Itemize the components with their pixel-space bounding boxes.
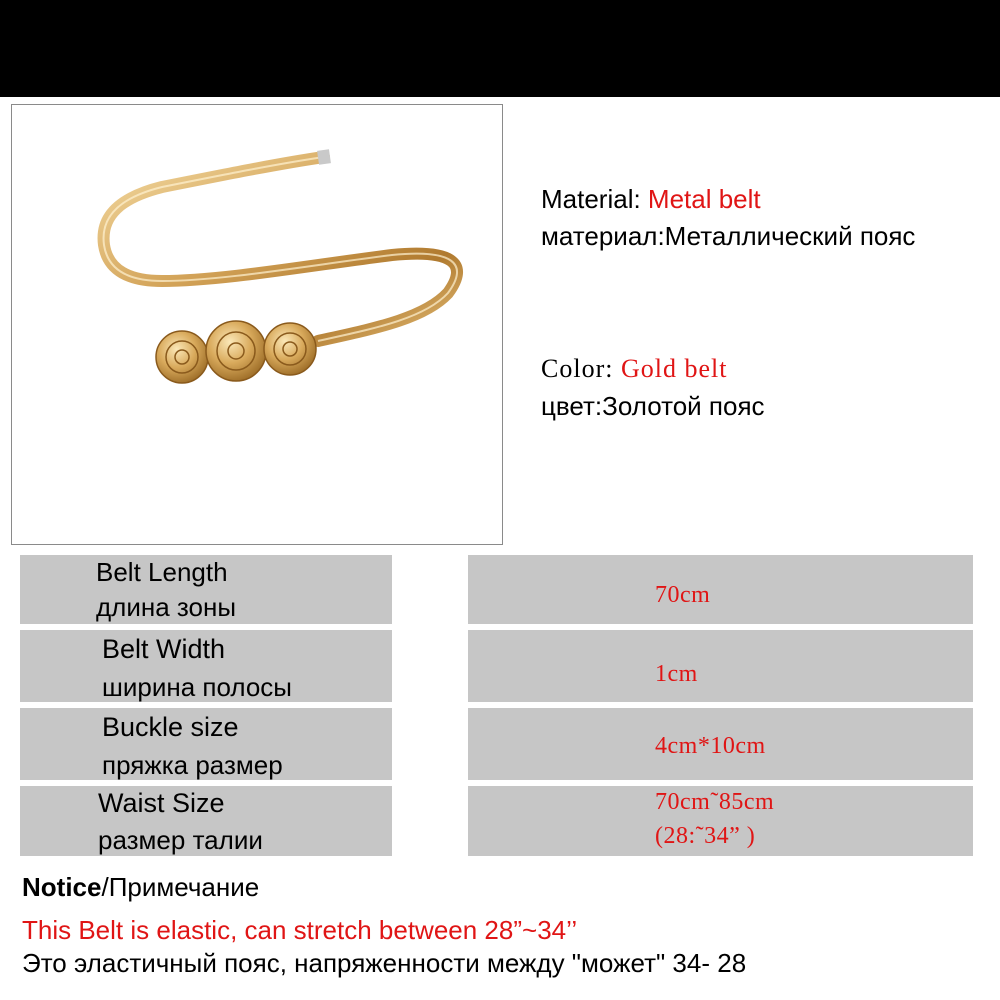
material-ru: материал:Металлический пояс bbox=[541, 221, 916, 251]
notice-line-ru: Это эластичный пояс, напряженности между "может" 34- 28 bbox=[22, 948, 747, 978]
belt-width-label: Belt Width bbox=[102, 634, 226, 664]
top-black-bar bbox=[0, 0, 1000, 97]
notice-heading bbox=[22, 872, 259, 903]
waist-size-value: 70cm˜85cm bbox=[655, 789, 775, 815]
waist-size-label-ru: размер талии bbox=[98, 825, 263, 855]
spec-value-cell-length bbox=[468, 555, 973, 624]
material-value: Metal belt bbox=[647, 184, 761, 214]
buckle-size-label: Buckle size bbox=[102, 712, 239, 742]
notice-title-ru: /Примечание bbox=[101, 872, 260, 902]
spec-value-cell-width bbox=[468, 630, 973, 702]
material-label: Material: bbox=[541, 184, 648, 214]
belt-length-value: 70cm bbox=[655, 582, 711, 608]
notice-title: Notice bbox=[22, 872, 102, 902]
belt-width-label-ru: ширина полосы bbox=[102, 672, 292, 702]
belt-width-value: 1cm bbox=[655, 661, 698, 687]
material-line bbox=[541, 184, 761, 215]
gold-rose-belt-image bbox=[12, 105, 503, 545]
color-line bbox=[541, 354, 727, 384]
waist-size-label: Waist Size bbox=[98, 788, 225, 818]
belt-length-label-ru: длина зоны bbox=[96, 592, 237, 622]
color-ru: цвет:Золотой пояс bbox=[541, 391, 765, 421]
buckle-size-label-ru: пряжка размер bbox=[102, 750, 283, 780]
color-label: Color: bbox=[541, 354, 621, 383]
product-photo bbox=[11, 104, 503, 545]
color-value: Gold belt bbox=[620, 354, 728, 383]
waist-size-value-inches: (28:˜34” ) bbox=[655, 823, 756, 849]
belt-length-label: Belt Length bbox=[96, 557, 228, 587]
buckle-size-value: 4cm*10cm bbox=[655, 733, 766, 759]
notice-line-en: This Belt is elastic, can stretch between 28”~34’’ bbox=[22, 915, 578, 945]
